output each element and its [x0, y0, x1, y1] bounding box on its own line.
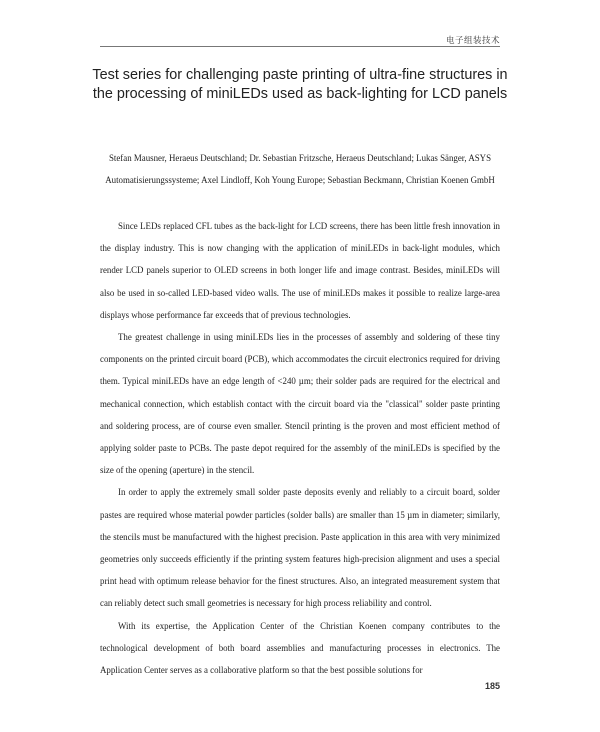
body-paragraph: The greatest challenge in using miniLEDs lies in the processes of assembly and soldering of these tiny components on the printed circuit board (PCB), which accommodates the circuit electronics required for driving them. Typical miniLEDs have an edge length of <240 µm; their solder pads are required for the electrical and mechanical connection, which establish contact with the circuit board via the "classical" solder paste printing and soldering process, are of course even smaller. Stencil printing is the proven and most efficient method of applying solder paste to PCBs. The paste depot required for the assembly of the miniLEDs is specified by the size of the opening (aperture) in the stencil. — [100, 332, 500, 476]
article-title: Test series for challenging paste printing of ultra-fine structures in the processing of miniLEDs used as back-lighting for LCD panels — [92, 67, 508, 102]
running-header: 电子组装技术 — [445, 36, 500, 46]
page-number: 185 — [484, 681, 500, 691]
body-paragraph: In order to apply the extremely small solder paste deposits evenly and reliably to a circuit board, solder pastes are required whose material powder particles (solder balls) are smaller than 15 µm in diameter; similarly, the stencils must be manufactured with the highest precision. Paste application in this area with very minimized geometries only succeeds efficiently if the printing system features high-precision alignment and uses a special print head with optimum release behavior for the finest structures. Also, an integrated measurement system that can reliably detect such small geometries is necessary for high process reliability and control. — [100, 487, 500, 609]
body-paragraph: With its expertise, the Application Center of the Christian Koenen company contributes to the technological development of both board assemblies and manufacturing processes in electronics. The Application Center serves as a collaborative platform so that the best possible solutions for — [100, 620, 500, 676]
author-list: Stefan Mausner, Heraeus Deutschland; Dr. Sebastian Fritzsche, Heraeus Deutschland; Lukas Sänger, ASYS Automatisierungssysteme; Axel Lindloff, Koh Young Europe; Sebastian Beckmann, Christian Koenen GmbH — [105, 153, 495, 185]
article-body — [100, 215, 500, 681]
body-paragraph: Since LEDs replaced CFL tubes as the back-light for LCD screens, there has been little fresh innovation in the display industry. This is now changing with the application of miniLEDs in back-light modules, which render LCD panels superior to OLED screens in both longer life and image contrast. Besides, miniLEDs will also be used in so-called LED-based video walls. The use of miniLEDs makes it possible to realize large-area displays whose performance far exceeds that of previous technologies. — [100, 221, 500, 320]
header-divider — [100, 46, 500, 47]
